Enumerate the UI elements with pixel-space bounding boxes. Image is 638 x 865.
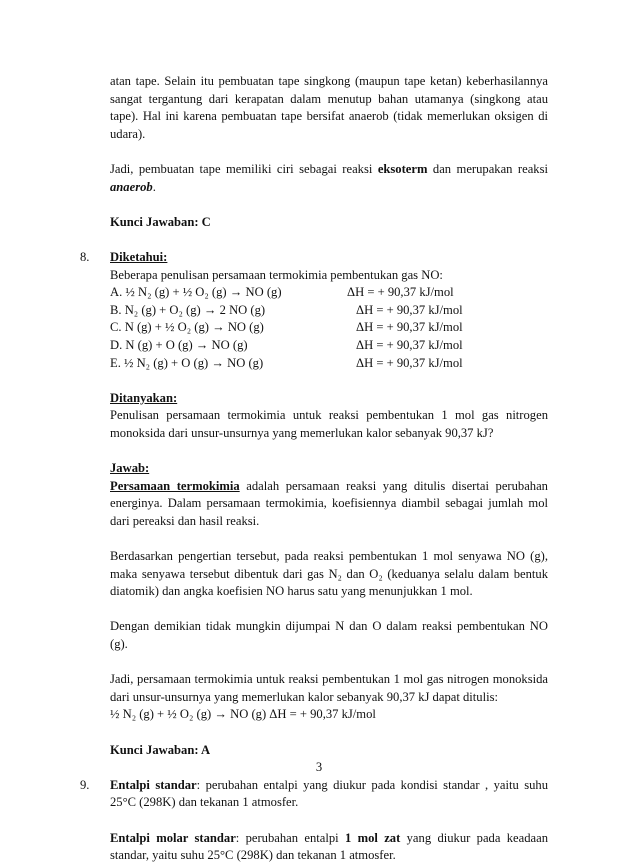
option-c: C. N (g) + ½ O₂ (g) → NO (g) ΔH = + 90,37 kJ/mol xyxy=(110,320,463,335)
answer-key-8: Kunci Jawaban: A xyxy=(110,742,211,757)
answer-heading: Jawab: xyxy=(110,461,150,476)
question-number: 9. xyxy=(80,777,90,792)
asked-heading: Ditanyakan: xyxy=(110,390,178,405)
question-9 xyxy=(0,777,638,865)
standard-enthalpy-paragraph: Entalpi standar: perubahan entalpi yang diukur pada kondisi standar , yaitu suhu 25°C (298K) dan tekanan 1 atmosfer. xyxy=(110,777,548,810)
option-a: A. ½ N₂ (g) + ½ O₂ (g) → NO (g) ΔH = + 90,37 kJ/mol xyxy=(110,285,454,300)
known-intro: Beberapa penulisan persamaan termokimia pembentukan gas NO: xyxy=(110,267,443,282)
definition-paragraph: Persamaan termokimia adalah persamaan reaksi yang ditulis disertai perubahan energinya. Dalam persamaan termokimia, koefisiennya diambil sebagai jumlah mol dari pereaksi dan hasil reaksi. xyxy=(110,478,548,528)
asked-question: Penulisan persamaan termokimia untuk reaksi pembentukan 1 mol gas nitrogen monoksida dari unsur-unsurnya yang memerlukan kalor sebanyak 90,37 kJ? xyxy=(110,408,548,440)
question-number: 8. xyxy=(80,249,90,264)
consequence-paragraph: Dengan demikian tidak mungkin dijumpai N dan O dalam reaksi pembentukan NO (g). xyxy=(110,619,548,651)
bold-term: eksoterm xyxy=(377,161,428,176)
answer-key-7: Kunci Jawaban: C xyxy=(110,214,211,229)
text: Jadi, pembuatan tape memiliki ciri sebagai reaksi xyxy=(110,161,378,176)
option-b: B. N₂ (g) + O₂ (g) → 2 NO (g) ΔH = + 90,37 kJ/mol xyxy=(110,302,463,317)
text: . xyxy=(152,179,156,194)
option-d: D. N (g) + O (g) → NO (g) ΔH = + 90,37 kJ/mol xyxy=(110,337,463,352)
page-content xyxy=(0,73,638,865)
molar-enthalpy-paragraph: Entalpi molar standar: perubahan entalpi 1 mol zat yang diukur pada keadaan standar, yaitu suhu 25°C (298K) dan tekanan 1 atmosfer. xyxy=(110,830,548,863)
final-equation: ½ N₂ (g) + ½ O₂ (g) → NO (g) ΔH = + 90,37 kJ/mol xyxy=(110,707,376,722)
paragraph-conclusion-tape xyxy=(0,161,548,196)
bold-italic-term: anaerob xyxy=(110,179,153,194)
conclusion-paragraph: Jadi, persamaan termokimia untuk reaksi pembentukan 1 mol gas nitrogen monoksida dari unsur-unsurnya yang memerlukan kalor sebanyak 90,37 kJ dapat ditulis: xyxy=(110,672,548,704)
question-8 xyxy=(0,249,638,759)
text: dan merupakan reaksi xyxy=(427,161,548,176)
paragraph-tape-anaerob: atan tape. Selain itu pembuatan tape singkong (maupun tape ketan) keberhasilannya sangat tergantung dari kerapatan dalam menutup bahan utamanya (singkong atau tape). Hal ini karena pembuatan tape bersifat anaerob (tidak memerlukan oksigen di udara). xyxy=(110,74,548,141)
option-e: E. ½ N₂ (g) + O (g) → NO (g) ΔH = + 90,37 kJ/mol xyxy=(110,355,463,370)
known-heading: Diketahui: xyxy=(110,249,168,264)
explanation-paragraph: Berdasarkan pengertian tersebut, pada reaksi pembentukan 1 mol senyawa NO (g), maka senyawa tersebut dibentuk dari gas N₂ dan O₂ (keduanya selalu dalam bentuk diatomik) dan angka koefisien NO harus satu yang menunjukkan 1 mol. xyxy=(110,549,548,599)
page-number: 3 xyxy=(315,760,323,774)
